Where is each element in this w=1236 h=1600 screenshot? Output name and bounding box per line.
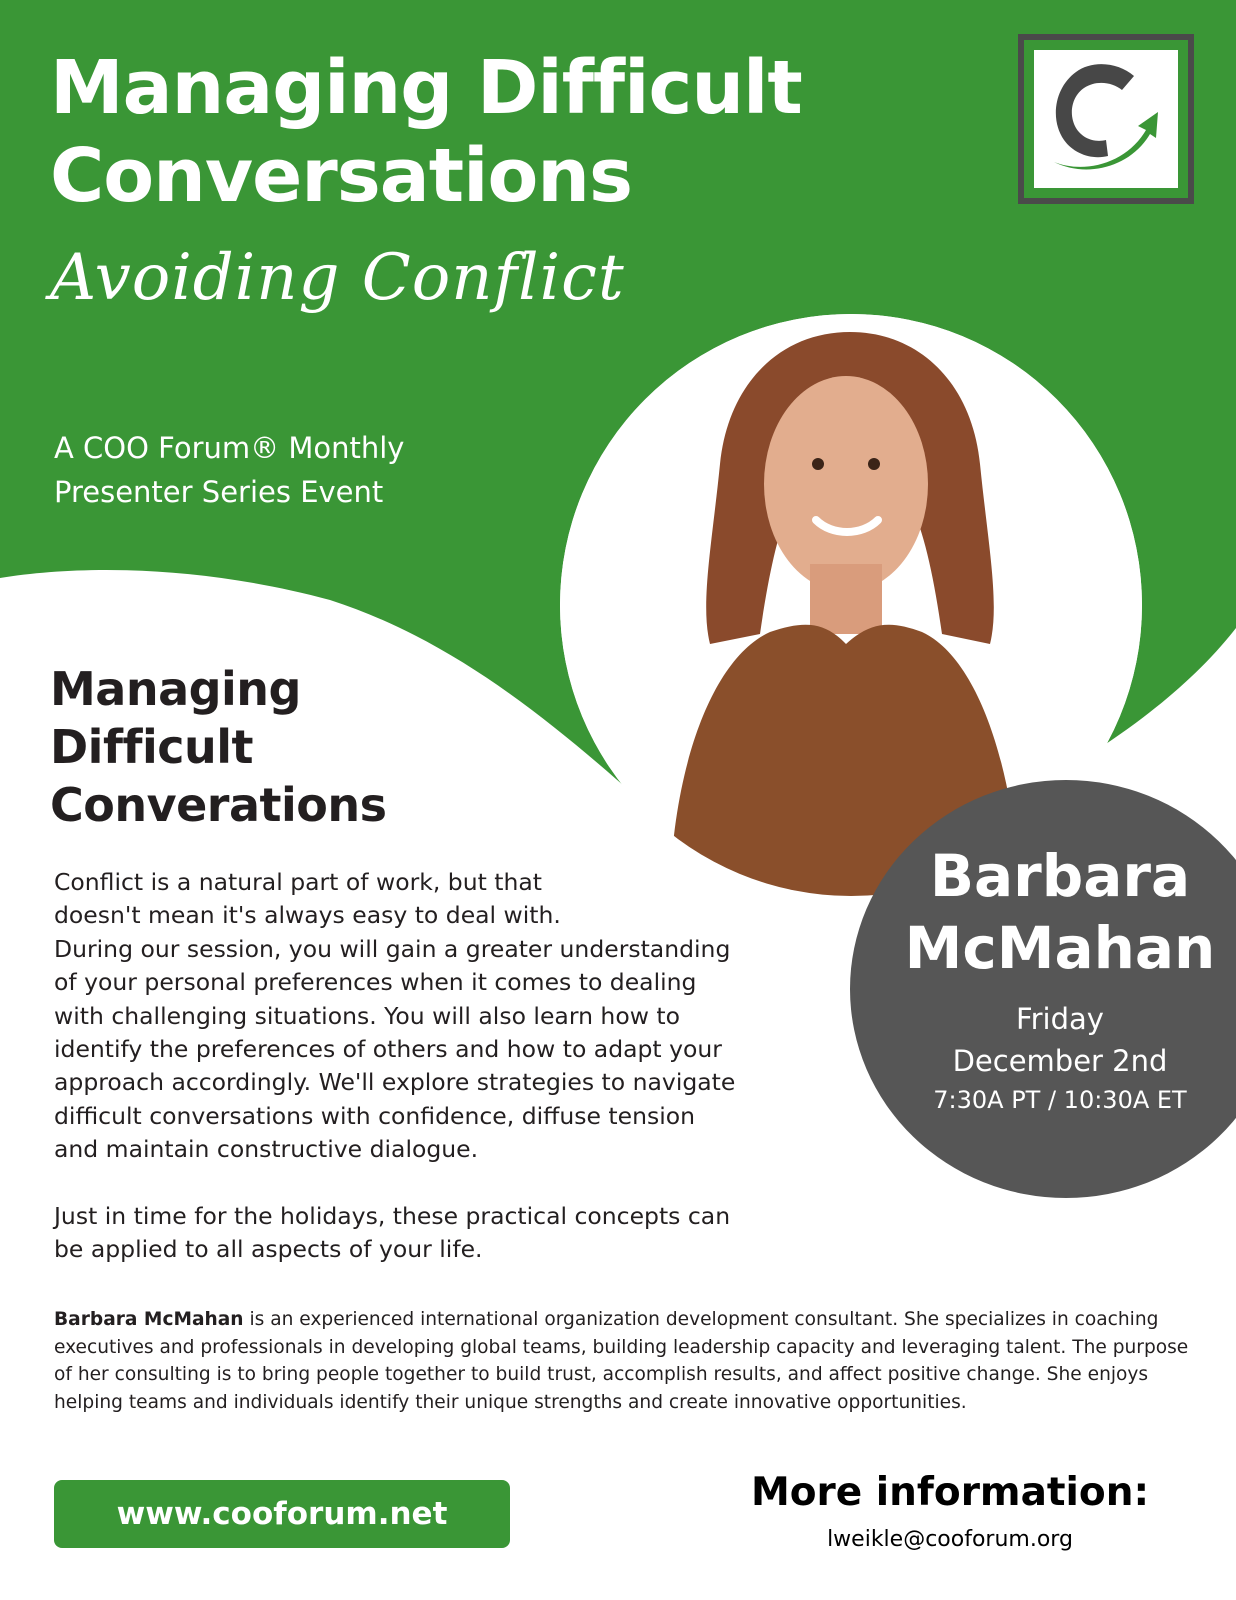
event-title-line: Conversations [50, 133, 633, 219]
description-line: and maintain constructive dialogue. [54, 1135, 479, 1164]
closing-line: Just in time for the holidays, these practical concepts can [54, 1202, 731, 1231]
presenter-bio [54, 1306, 1194, 1416]
event-day: Friday [1016, 1002, 1104, 1036]
event-title [50, 44, 802, 220]
coo-forum-logo [1018, 34, 1194, 204]
session-description [54, 866, 824, 1267]
session-heading-line: Difficult [50, 720, 254, 774]
description-line: During our session, you will gain a greater understanding [54, 934, 731, 963]
description-line: identify the preferences of others and how to adapt your [54, 1035, 722, 1064]
contact-email-link[interactable]: lweikle@cooforum.org [827, 1527, 1073, 1552]
logo-inner-panel [1034, 50, 1178, 188]
description-spacer [54, 1167, 824, 1200]
portrait-eye-left [812, 458, 824, 470]
closing-line: be applied to all aspects of your life. [54, 1235, 483, 1264]
session-heading [50, 660, 387, 834]
portrait-neck [810, 564, 882, 634]
description-line: approach accordingly. We'll explore strategies to navigate [54, 1068, 736, 1097]
logo-c-mark [1056, 64, 1134, 157]
presenter-name-line: Barbara [929, 842, 1191, 910]
session-heading-line: Managing [50, 662, 301, 716]
bio-name: Barbara McMahan [54, 1309, 244, 1330]
series-tagline [54, 426, 404, 514]
event-date: December 2nd [952, 1044, 1168, 1078]
session-heading-line: Converations [50, 778, 387, 832]
portrait-eye-right [868, 458, 880, 470]
website-button[interactable]: www.cooforum.net [54, 1480, 510, 1548]
description-line: with challenging situations. You will also learn how to [54, 1001, 680, 1030]
description-line: Conflict is a natural part of work, but that [54, 868, 543, 896]
presenter-name-line: McMahan [904, 914, 1216, 982]
coo-forum-logo-icon [1034, 50, 1168, 180]
portrait-face [764, 376, 928, 592]
description-line: doesn't mean it's always easy to deal with. [54, 901, 561, 930]
event-datetime [880, 998, 1236, 1118]
description-line: of your personal preferences when it comes to dealing [54, 968, 697, 997]
bio-text: is an experienced international organization development consultant. She specializes in coaching executives and professionals in developing global teams, building leadership capacity and leveraging talent. The purpose of her consulting is to bring people together to build trust, accomplish results, and affect positive change. She enjoys helping teams and individuals identify their unique strengths and create innovative opportunities. [54, 1309, 1189, 1413]
event-time: 7:30A PT / 10:30A ET [933, 1086, 1187, 1114]
series-tagline-line: Presenter Series Event [54, 475, 384, 509]
more-information-label: More information: [750, 1470, 1150, 1515]
event-title-line: Managing Difficult [50, 45, 802, 131]
series-tagline-line: A COO Forum® Monthly [54, 431, 405, 465]
description-line: difficult conversations with confidence, diffuse tension [54, 1101, 696, 1130]
presenter-name [880, 840, 1236, 984]
event-subtitle: Avoiding Conflict [50, 241, 625, 315]
